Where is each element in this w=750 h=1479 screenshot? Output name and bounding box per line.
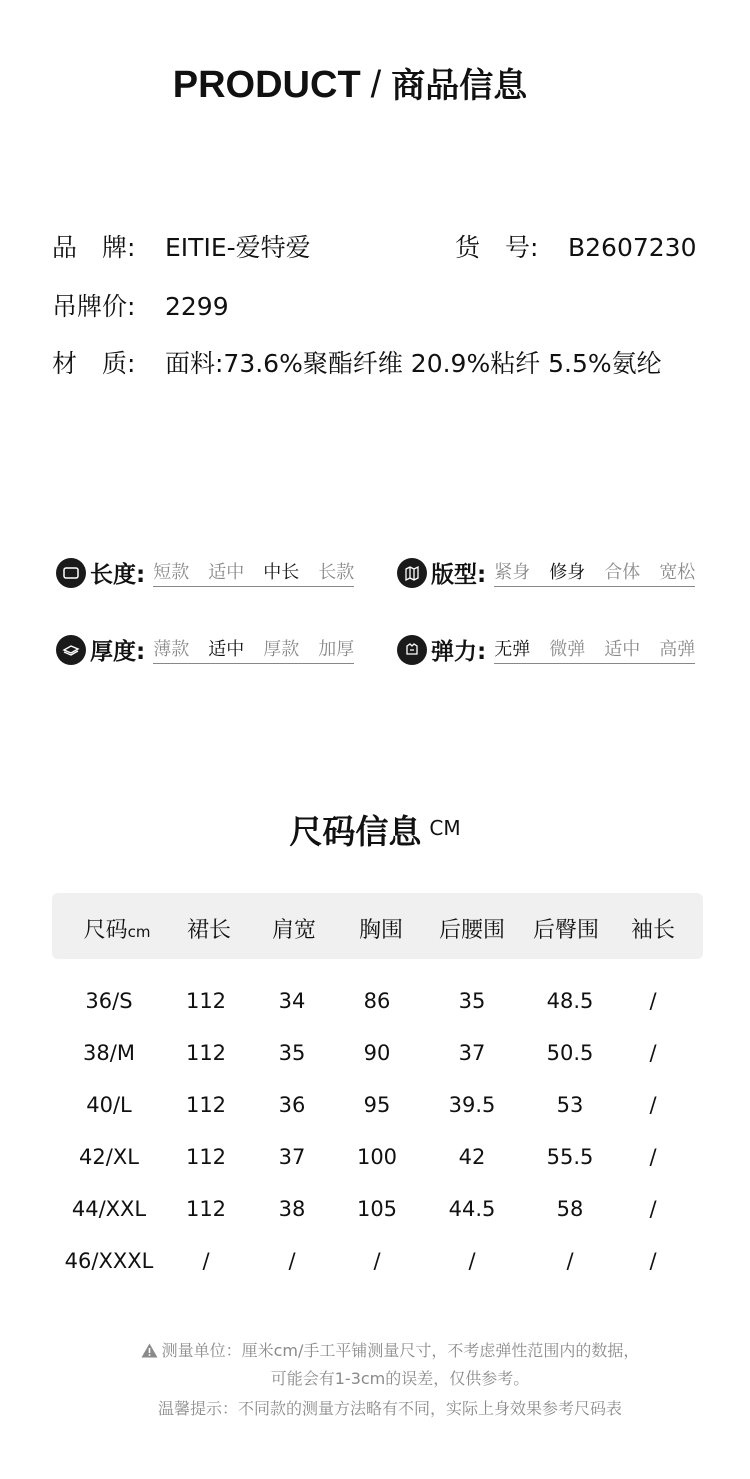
option-high: 高弹 <box>659 639 696 660</box>
size-table-header <box>52 893 703 959</box>
material-row <box>52 344 662 380</box>
table-cell: 46/XXXL <box>64 1249 154 1273</box>
table-row <box>0 1197 750 1227</box>
table-row <box>0 989 750 1019</box>
price-row <box>52 287 229 323</box>
table-row <box>0 1093 750 1123</box>
title-en: PRODUCT <box>172 64 361 106</box>
table-cell: / <box>202 1249 210 1273</box>
size-title-unit: CM <box>429 816 461 840</box>
title-separator: / <box>370 64 382 106</box>
elasticity-options <box>494 635 695 664</box>
brand-row <box>52 228 311 264</box>
option-thick: 厚款 <box>263 639 300 660</box>
option-none: 无弹 <box>494 639 531 660</box>
attribute-label: 版型: <box>431 562 487 588</box>
length-icon <box>56 558 86 588</box>
sku-value: B2607230 <box>568 233 697 262</box>
attribute-label: 长度: <box>90 562 146 588</box>
table-cell: / <box>468 1249 476 1273</box>
table-cell: 35 <box>278 1041 306 1065</box>
brand-value: EITIE-爱特爱 <box>165 233 311 262</box>
title-cn: 商品信息 <box>391 66 528 106</box>
thickness-options <box>153 635 354 664</box>
page-title <box>0 58 700 107</box>
note-line-2: 可能会有1-3cm的误差，仅供参考。 <box>270 1369 530 1388</box>
material-value: 面料:73.6%聚酯纤维 20.9%粘纤 5.5%氨纶 <box>165 349 662 378</box>
sku-row <box>455 228 697 264</box>
option-short: 短款 <box>153 562 190 583</box>
table-cell: 55.5 <box>546 1145 594 1169</box>
attribute-thickness <box>56 633 354 666</box>
table-cell: 37 <box>278 1145 306 1169</box>
table-cell: 42/XL <box>79 1145 139 1169</box>
attribute-elasticity <box>397 633 695 666</box>
table-cell: 38/M <box>83 1041 135 1065</box>
elasticity-icon <box>397 635 427 665</box>
table-cell: / <box>649 989 657 1013</box>
table-cell: 50.5 <box>546 1041 594 1065</box>
table-cell: / <box>649 1041 657 1065</box>
size-section-title <box>0 806 750 853</box>
table-cell: 58 <box>556 1197 584 1221</box>
table-cell: 36 <box>278 1093 306 1117</box>
option-moderate-elastic: 适中 <box>604 639 641 660</box>
table-cell: 36/S <box>85 989 133 1013</box>
material-label: 材 质: <box>52 349 136 378</box>
table-cell: 40/L <box>86 1093 132 1117</box>
fit-options <box>494 558 695 587</box>
table-cell: 112 <box>185 1041 227 1065</box>
table-cell: / <box>288 1249 296 1273</box>
table-cell: 37 <box>458 1041 486 1065</box>
table-cell: 112 <box>185 1197 227 1221</box>
header-cell: 后腰围 <box>438 918 506 943</box>
header-cell: 后臀围 <box>532 918 600 943</box>
option-loose: 宽松 <box>659 562 696 583</box>
option-thin: 薄款 <box>153 639 190 660</box>
header-cell: 裙长 <box>186 918 232 943</box>
table-cell: 38 <box>278 1197 306 1221</box>
table-cell: / <box>566 1249 574 1273</box>
table-cell: 44/XXL <box>71 1197 147 1221</box>
table-cell: 95 <box>363 1093 391 1117</box>
table-cell: 100 <box>356 1145 398 1169</box>
table-cell: 39.5 <box>448 1093 496 1117</box>
table-row <box>0 1145 750 1175</box>
thickness-icon <box>56 635 86 665</box>
option-long: 长款 <box>318 562 355 583</box>
table-cell: 105 <box>356 1197 398 1221</box>
header-cell: 袖长 <box>630 918 676 943</box>
price-label: 吊牌价: <box>52 292 136 321</box>
option-slim: 修身 <box>549 562 586 583</box>
table-cell: / <box>649 1145 657 1169</box>
sku-label: 货 号: <box>455 233 539 262</box>
table-cell: 86 <box>363 989 391 1013</box>
option-slight: 微弹 <box>549 639 586 660</box>
table-cell: / <box>649 1249 657 1273</box>
table-cell: / <box>649 1197 657 1221</box>
option-tight: 紧身 <box>494 562 531 583</box>
table-cell: 42 <box>458 1145 486 1169</box>
table-cell: 53 <box>556 1093 584 1117</box>
warning-icon <box>141 1343 158 1362</box>
option-extra-thick: 加厚 <box>318 639 355 660</box>
option-moderate: 适中 <box>208 639 245 660</box>
table-cell: 34 <box>278 989 306 1013</box>
table-cell: 112 <box>185 1145 227 1169</box>
note-text-1: 测量单位：厘米cm/手工平铺测量尺寸，不考虑弹性范围内的数据， <box>161 1341 640 1360</box>
attribute-label: 弹力: <box>431 639 487 665</box>
table-cell: 112 <box>185 989 227 1013</box>
table-cell: 35 <box>458 989 486 1013</box>
option-regular: 合体 <box>604 562 641 583</box>
table-cell: / <box>649 1093 657 1117</box>
table-cell: / <box>373 1249 381 1273</box>
note-line-3: 温馨提示：不同款的测量方法略有不同，实际上身效果参考尺码表 <box>157 1399 622 1418</box>
attribute-label: 厚度: <box>90 639 146 665</box>
header-cell: 胸围 <box>358 918 404 943</box>
attribute-length <box>56 556 354 589</box>
table-row <box>0 1041 750 1071</box>
note-line-1 <box>0 1338 750 1362</box>
length-options <box>153 558 354 587</box>
table-cell: 44.5 <box>448 1197 496 1221</box>
brand-label: 品 牌: <box>52 233 136 262</box>
option-midlength: 中长 <box>263 562 300 583</box>
size-title-text: 尺码信息 <box>289 812 422 851</box>
table-cell: 48.5 <box>546 989 594 1013</box>
attribute-fit <box>397 556 695 589</box>
option-medium: 适中 <box>208 562 245 583</box>
table-cell: 112 <box>185 1093 227 1117</box>
header-cell: 肩宽 <box>271 918 317 943</box>
table-cell: 90 <box>363 1041 391 1065</box>
fit-icon <box>397 558 427 588</box>
price-value: 2299 <box>165 292 229 321</box>
table-row <box>0 1249 750 1279</box>
header-cell: 尺码cm <box>83 918 151 943</box>
